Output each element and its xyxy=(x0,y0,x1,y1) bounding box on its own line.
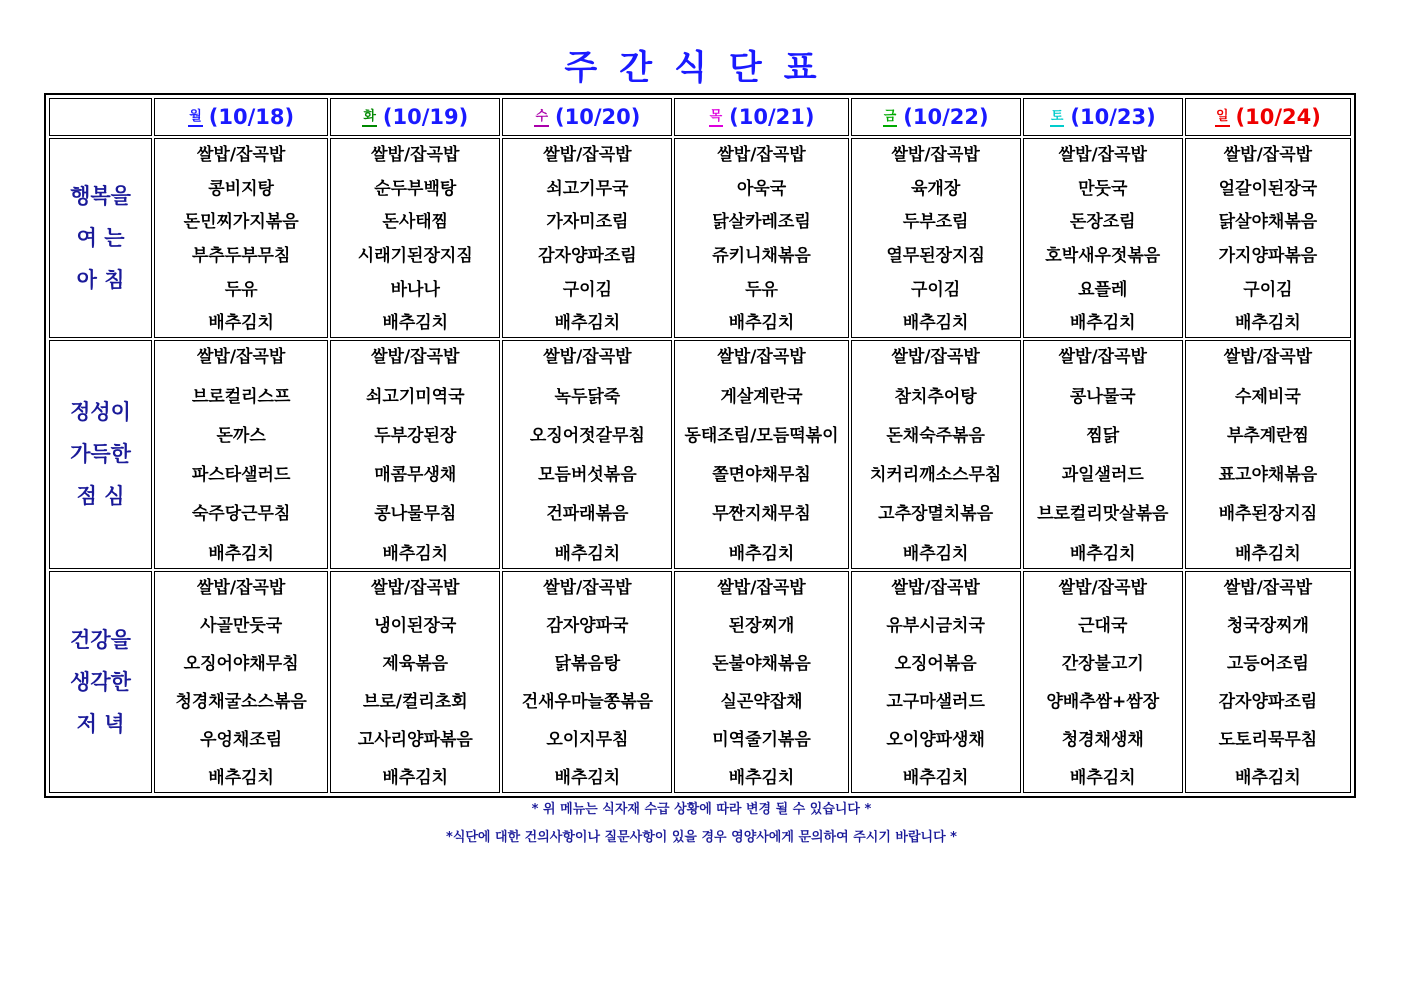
menu-item: 수제비국 xyxy=(1235,386,1301,407)
day-date: (10/19) xyxy=(382,105,469,129)
menu-cell-lunch-wed xyxy=(502,340,672,568)
day-date: (10/18) xyxy=(208,105,295,129)
menu-item: 쌀밥/잡곡밥 xyxy=(196,577,286,598)
menu-item: 유부시금치국 xyxy=(886,615,985,636)
meal-label-line: 생각한 xyxy=(70,669,131,694)
menu-cell-breakfast-mon xyxy=(154,138,328,338)
meal-label-line: 아 침 xyxy=(76,268,125,293)
menu-item: 돈민찌가지볶음 xyxy=(183,212,299,233)
menu-item: 닭볶음탕 xyxy=(554,653,621,674)
menu-item: 시래기된장지짐 xyxy=(357,245,473,266)
meal-row-breakfast xyxy=(49,138,1351,338)
menu-item: 건새우마늘쫑볶음 xyxy=(521,691,654,712)
menu-item: 쌀밥/잡곡밥 xyxy=(1058,145,1147,165)
menu-item: 배추김치 xyxy=(902,767,969,788)
menu-item: 참치추어탕 xyxy=(894,386,977,407)
menu-item: 숙주당근무침 xyxy=(191,504,291,525)
menu-item: 배추김치 xyxy=(1235,543,1301,564)
menu-item: 제육볶음 xyxy=(382,653,449,674)
day-badge: 일 xyxy=(1215,109,1230,127)
menu-item: 배추김치 xyxy=(382,543,449,564)
menu-item: 청국장찌개 xyxy=(1226,615,1309,636)
day-date: (10/24) xyxy=(1235,105,1321,129)
day-badge: 토 xyxy=(1050,109,1065,127)
menu-item: 돈채숙주볶음 xyxy=(886,425,985,446)
menu-item: 만둣국 xyxy=(1078,178,1128,199)
day-badge: 월 xyxy=(188,109,203,127)
menu-cell-breakfast-thu xyxy=(674,138,848,338)
menu-cell-breakfast-sun xyxy=(1185,138,1351,338)
menu-item: 얼갈이된장국 xyxy=(1218,178,1318,199)
menu-item: 배추김치 xyxy=(902,313,969,334)
menu-cell-dinner-sun xyxy=(1185,571,1351,793)
menu-item: 치커리깨소스무침 xyxy=(869,465,1002,486)
menu-item: 쌀밥/잡곡밥 xyxy=(543,145,632,165)
menu-item: 가지양파볶음 xyxy=(1218,245,1318,266)
menu-item: 쌀밥/잡곡밥 xyxy=(543,577,632,598)
menu-item: 과일샐러드 xyxy=(1061,465,1144,486)
note-inquiry: *식단에 대한 건의사항이나 질문사항이 있을 경우 영양사에게 문의하여 주시기 바랍니다 * xyxy=(446,830,957,845)
menu-cell-breakfast-sat xyxy=(1023,138,1183,338)
menu-item: 감자양파국 xyxy=(546,615,629,636)
menu-item: 배추김치 xyxy=(208,767,274,788)
menu-item: 근대국 xyxy=(1078,615,1128,636)
menu-item: 요플레 xyxy=(1078,279,1128,300)
menu-item: 부추두부무침 xyxy=(191,245,291,266)
menu-item: 콩나물무침 xyxy=(374,504,457,525)
menu-item: 구이김 xyxy=(911,279,961,300)
menu-item: 녹두닭죽 xyxy=(554,386,621,407)
menu-item: 배추김치 xyxy=(382,313,449,334)
menu-cell-dinner-sat xyxy=(1023,571,1183,793)
menu-item: 배추김치 xyxy=(902,543,969,564)
menu-item: 쇠고기미역국 xyxy=(365,386,465,407)
menu-item: 배추김치 xyxy=(728,543,795,564)
menu-item: 사골만둣국 xyxy=(200,615,283,636)
menu-item: 모듬버섯볶음 xyxy=(538,465,637,486)
menu-item: 도토리묵무침 xyxy=(1218,729,1318,750)
meal-row-dinner xyxy=(49,571,1351,793)
menu-cell-lunch-tue xyxy=(330,340,500,568)
meal-label-line: 여 는 xyxy=(76,226,125,251)
menu-item: 미역줄기볶음 xyxy=(712,729,811,750)
menu-item: 돈까스 xyxy=(216,425,266,446)
menu-item: 건파래볶음 xyxy=(546,504,629,525)
meal-label-line: 점 심 xyxy=(76,484,125,509)
menu-item: 감자양파조림 xyxy=(1218,691,1318,712)
menu-item: 쌀밥/잡곡밥 xyxy=(371,577,460,598)
menu-item: 배추된장지짐 xyxy=(1218,504,1318,525)
day-badge: 목 xyxy=(709,109,724,127)
menu-cell-breakfast-fri xyxy=(851,138,1021,338)
day-header-thu xyxy=(674,98,848,136)
menu-item: 쌀밥/잡곡밥 xyxy=(1223,347,1313,368)
menu-item: 감자양파조림 xyxy=(538,245,637,266)
menu-item: 돈사태찜 xyxy=(382,212,449,233)
menu-item: 배추김치 xyxy=(554,313,621,334)
menu-cell-dinner-tue xyxy=(330,571,500,793)
menu-item: 쌀밥/잡곡밥 xyxy=(891,145,980,165)
menu-item: 배추김치 xyxy=(1235,767,1301,788)
menu-cell-lunch-sat xyxy=(1023,340,1183,568)
menu-item: 배추김치 xyxy=(1069,543,1136,564)
menu-cell-lunch-fri xyxy=(851,340,1021,568)
menu-item: 배추김치 xyxy=(208,313,274,334)
menu-item: 구이김 xyxy=(562,279,613,300)
menu-item: 배추김치 xyxy=(1069,767,1136,788)
menu-item: 쥬키니채볶음 xyxy=(712,245,811,266)
menu-item: 쌀밥/잡곡밥 xyxy=(1223,145,1313,165)
menu-item: 배추김치 xyxy=(728,767,795,788)
menu-item: 쌀밥/잡곡밥 xyxy=(371,347,460,368)
menu-item: 동태조림/모듬떡볶이 xyxy=(684,425,839,446)
menu-item: 파스타샐러드 xyxy=(191,465,291,486)
menu-item: 배추김치 xyxy=(728,313,795,334)
menu-item: 우엉채조림 xyxy=(200,729,283,750)
menu-item: 오이양파생채 xyxy=(886,729,985,750)
menu-cell-dinner-thu xyxy=(674,571,848,793)
menu-item: 무짠지채무침 xyxy=(712,504,811,525)
menu-item: 쌀밥/잡곡밥 xyxy=(1058,347,1147,368)
menu-item: 배추김치 xyxy=(554,543,621,564)
menu-item: 간장불고기 xyxy=(1061,653,1144,674)
day-header-sat xyxy=(1023,98,1183,136)
menu-item: 냉이된장국 xyxy=(374,615,457,636)
menu-cell-lunch-thu xyxy=(674,340,848,568)
menu-item: 게살계란국 xyxy=(720,386,803,407)
menu-item: 된장찌개 xyxy=(728,615,795,636)
menu-item: 브로컬리스프 xyxy=(191,386,291,407)
menu-item: 오이지무침 xyxy=(546,729,629,750)
menu-item: 쌀밥/잡곡밥 xyxy=(371,145,460,165)
page-title: 주간식단표 xyxy=(564,48,839,88)
menu-item: 배추김치 xyxy=(208,543,274,564)
menu-item: 쌀밥/잡곡밥 xyxy=(196,347,286,368)
menu-item: 쌀밥/잡곡밥 xyxy=(1058,577,1147,598)
menu-item: 청경채굴소스볶음 xyxy=(175,691,307,712)
menu-item: 쌀밥/잡곡밥 xyxy=(717,347,806,368)
menu-item: 찜닭 xyxy=(1086,425,1120,446)
day-badge: 수 xyxy=(534,109,549,127)
menu-item: 고사리양파볶음 xyxy=(357,729,473,750)
day-date: (10/20) xyxy=(555,105,641,129)
menu-item: 쌀밥/잡곡밥 xyxy=(717,145,806,165)
menu-item: 콩비지탕 xyxy=(208,178,274,199)
menu-item: 가자미조림 xyxy=(546,212,629,233)
menu-item: 양배추쌈+쌈장 xyxy=(1046,691,1160,712)
menu-item: 바나나 xyxy=(390,279,440,300)
menu-item: 쇠고기무국 xyxy=(546,178,629,199)
menu-cell-lunch-sun xyxy=(1185,340,1351,568)
menu-item: 오징어야채무침 xyxy=(183,653,299,674)
day-header-fri xyxy=(851,98,1021,136)
day-header-sun xyxy=(1185,98,1351,136)
header-row xyxy=(49,98,1351,136)
menu-item: 쫄면야채무침 xyxy=(712,465,811,486)
day-date: (10/23) xyxy=(1070,105,1156,129)
meal-label-dinner xyxy=(49,571,152,793)
menu-cell-dinner-wed xyxy=(502,571,672,793)
menu-item: 고구마샐러드 xyxy=(886,691,985,712)
menu-item: 쌀밥/잡곡밥 xyxy=(196,145,286,165)
day-header-wed xyxy=(502,98,672,136)
menu-item: 브로/컬리초회 xyxy=(362,691,468,712)
meal-label-line: 정성이 xyxy=(70,400,131,425)
menu-cell-breakfast-wed xyxy=(502,138,672,338)
menu-item: 돈장조림 xyxy=(1069,212,1136,233)
menu-item: 아욱국 xyxy=(736,178,787,199)
menu-item: 브로컬리맛살볶음 xyxy=(1037,504,1169,525)
menu-item: 닭살카레조림 xyxy=(712,212,811,233)
menu-item: 쌀밥/잡곡밥 xyxy=(717,577,806,598)
day-badge: 화 xyxy=(362,109,377,127)
meal-row-lunch xyxy=(49,340,1351,568)
day-date: (10/21) xyxy=(729,105,815,129)
menu-cell-dinner-fri xyxy=(851,571,1021,793)
menu-item: 두부강된장 xyxy=(374,425,457,446)
menu-item: 호박새우젓볶음 xyxy=(1045,245,1161,266)
menu-item: 오징어젓갈무침 xyxy=(529,425,645,446)
menu-item: 고등어조림 xyxy=(1226,653,1309,674)
menu-item: 육개장 xyxy=(911,178,961,199)
menu-item: 두유 xyxy=(745,279,778,300)
meal-label-line: 가득한 xyxy=(70,442,131,467)
menu-item: 배추김치 xyxy=(554,767,621,788)
menu-item: 순두부백탕 xyxy=(374,178,457,199)
day-badge: 금 xyxy=(883,109,898,127)
menu-item: 오징어볶음 xyxy=(894,653,977,674)
menu-item: 고추장멸치볶음 xyxy=(878,504,994,525)
menu-item: 닭살야채볶음 xyxy=(1218,212,1318,233)
menu-item: 쌀밥/잡곡밥 xyxy=(891,347,980,368)
menu-item: 두부조림 xyxy=(902,212,969,233)
meal-label-lunch xyxy=(49,340,152,568)
menu-cell-breakfast-tue xyxy=(330,138,500,338)
menu-item: 청경채생채 xyxy=(1061,729,1144,750)
menu-item: 실곤약잡채 xyxy=(720,691,803,712)
meal-label-line: 저 녁 xyxy=(76,711,125,736)
meal-label-breakfast xyxy=(49,138,152,338)
menu-item: 표고야채볶음 xyxy=(1218,465,1318,486)
menu-item: 부추계란찜 xyxy=(1226,425,1309,446)
meal-label-line: 건강을 xyxy=(70,627,131,652)
menu-item: 열무된장지짐 xyxy=(886,245,985,266)
menu-item: 쌀밥/잡곡밥 xyxy=(1223,577,1313,598)
menu-item: 배추김치 xyxy=(1069,313,1136,334)
day-date: (10/22) xyxy=(903,105,989,129)
meal-label-line: 행복을 xyxy=(70,184,131,209)
corner-cell xyxy=(49,98,152,136)
day-header-mon xyxy=(154,98,328,136)
menu-item: 매콤무생채 xyxy=(374,465,457,486)
day-header-tue xyxy=(330,98,500,136)
menu-item: 두유 xyxy=(224,279,258,300)
menu-cell-dinner-mon xyxy=(154,571,328,793)
menu-item: 콩나물국 xyxy=(1069,386,1136,407)
menu-item: 배추김치 xyxy=(382,767,449,788)
menu-item: 배추김치 xyxy=(1235,313,1301,334)
menu-item: 쌀밥/잡곡밥 xyxy=(543,347,632,368)
menu-cell-lunch-mon xyxy=(154,340,328,568)
menu-item: 구이김 xyxy=(1243,279,1293,300)
weekly-menu-table xyxy=(44,93,1356,798)
menu-item: 쌀밥/잡곡밥 xyxy=(891,577,980,598)
menu-item: 돈불야채볶음 xyxy=(712,653,811,674)
note-menu-change: * 위 메뉴는 식자재 수급 상황에 따라 변경 될 수 있습니다 * xyxy=(531,802,872,817)
